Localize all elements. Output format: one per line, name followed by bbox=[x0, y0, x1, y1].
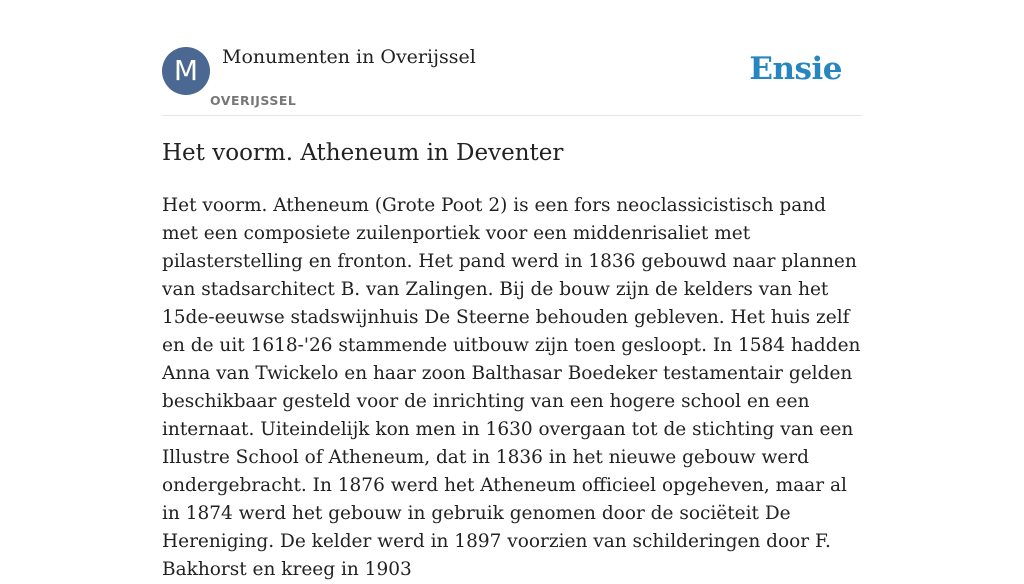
region-label: OVERIJSSEL bbox=[210, 93, 297, 108]
header-divider bbox=[162, 115, 862, 116]
collection-title-link[interactable]: Monumenten in Overijssel bbox=[222, 46, 476, 68]
article-title: Het voorm. Atheneum in Deventer bbox=[162, 140, 564, 166]
brand-logo[interactable]: Ensie bbox=[749, 51, 842, 87]
avatar[interactable]: M bbox=[162, 47, 210, 95]
article-body bbox=[162, 192, 862, 584]
article-paragraph: Het voorm. Atheneum (Grote Poot 2) is een fors neoclassicistisch pand met een composiete zuilenportiek voor een middenrisaliet met pilasterstelling en fronton. Het pand werd in 1836 gebouwd naar plannen van stadsarchitect B. van Zalingen. Bij de bouw zijn de kelders van het 15de-eeuwse stadswijnhuis De Steerne behouden gebleven. Het huis zelf en de uit 1618-'26 stammende uitbouw zijn toen gesloopt. In 1584 hadden Anna van Twickelo en haar zoon Balthasar Boedeker testamentair gelden beschikbaar gesteld voor de inrichting van een hogere school en een internaat. Uiteindelijk kon men in 1630 overgaan tot de stichting van een Illustre School of Atheneum, dat in 1836 in het nieuwe gebouw werd ondergebracht. In 1876 werd het Atheneum officieel opgeheven, maar al in 1874 werd het gebouw in gebruik genomen door de sociëteit De Hereniging. De kelder werd in 1897 voorzien van schilderingen door F. Bakhorst en kreeg in 1903 bbox=[162, 195, 861, 580]
